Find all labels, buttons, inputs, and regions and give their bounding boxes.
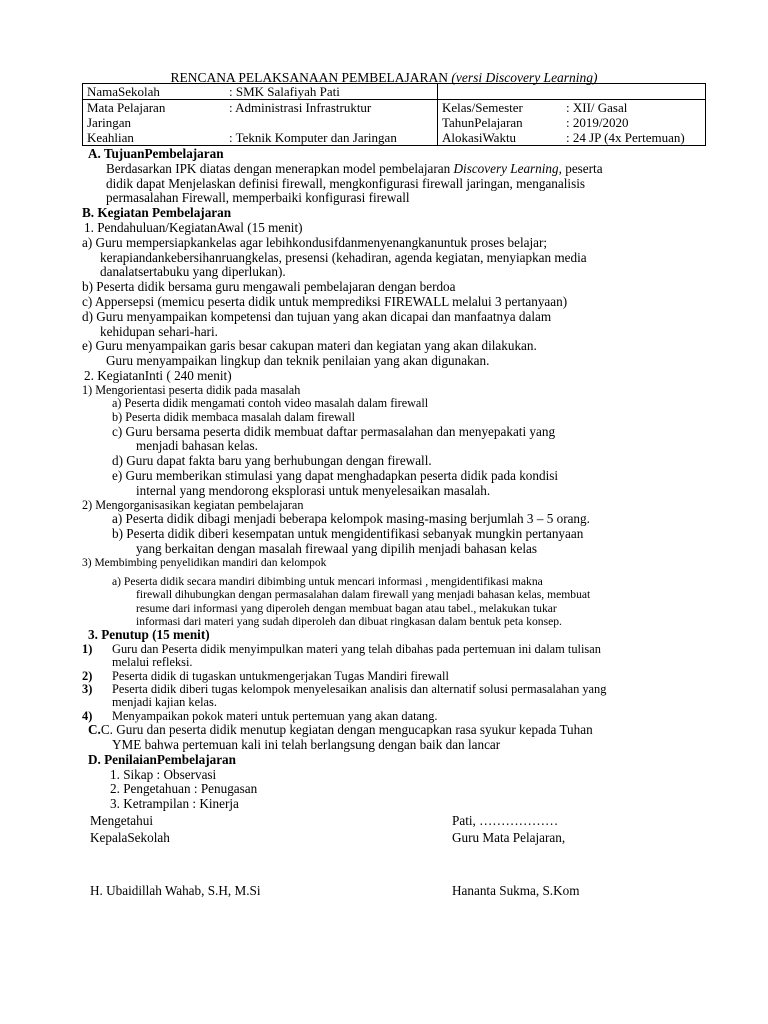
closing-item-2: 2) Peserta didik di tugaskan untukmengerjakan Tugas Mandiri firewall	[82, 668, 449, 683]
pendahuluan-heading: 1. Pendahuluan/KegiatanAwal (15 menit)	[84, 219, 303, 235]
assessment-1: 1. Sikap : Observasi	[110, 766, 217, 782]
sign-right-role: Guru Mata Pelajaran,	[452, 830, 566, 845]
item-a-line-2: kerapiandankebersihanruangkelas, presensi (kehadiran, agenda kegiatan, menyiapkan media	[100, 249, 587, 265]
closing-item-3: 3) Peserta didik diberi tugas kelompok menyelesaikan analisis dan alternatif solusi permasalahan yang	[82, 681, 607, 696]
step-1a: a) Peserta didik mengamati contoh video masalah dalam firewall	[112, 396, 429, 411]
step-2b-line-1: b) Peserta didik diberi kesempatan untuk mengidentifikasi sebanyak mungkin pertanyaan	[112, 525, 584, 541]
document-body	[82, 147, 682, 812]
year-value: : 2019/2020	[566, 115, 629, 130]
item-a-line-1: a) Guru mempersiapkankelas agar lebihkondusifdanmenyenangkanuntuk proses belajar;	[82, 234, 548, 250]
closing-item-1: 1) Guru dan Peserta didik menyimpulkan materi yang telah dibahas pada pertemuan ini dalam tulisan	[82, 641, 601, 656]
class-label: Kelas/Semester	[442, 100, 523, 115]
step-1c-line-2: menjadi bahasan kelas.	[136, 438, 258, 454]
subject-label-cont: Jaringan	[87, 115, 132, 130]
item-d-line-2: kehidupan sehari-hari.	[100, 323, 218, 339]
closing-item-1-cont: melalui refleksi.	[112, 655, 193, 670]
sign-right-place-date: Pati, ………………	[452, 813, 559, 828]
closing-item-3-cont: menjadi kajian kelas.	[112, 695, 217, 710]
step-2a: a) Peserta didik dibagi menjadi beberapa kelompok masing-masing berjumlah 3 – 5 orang.	[112, 511, 590, 527]
title-main: RENCANA PELAKSANAAN PEMBELAJARAN	[170, 70, 448, 85]
assessment-3: 3. Ketrampilan : Kinerja	[110, 796, 239, 812]
step-1-heading: 1) Mengorientasi peserta didik pada masalah	[82, 382, 301, 397]
sign-left-name: H. Ubaidillah Wahab, S.H, M.Si	[90, 883, 261, 898]
school-label: NamaSekolah	[83, 84, 226, 100]
expertise-value: : Teknik Komputer dan Jaringan	[225, 130, 438, 146]
step-1b: b) Peserta didik membaca masalah dalam firewall	[112, 409, 355, 424]
step-1c-line-1: c) Guru bersama peserta didik membuat daftar permasalahan dan menyepakati yang	[112, 423, 556, 439]
step-3a-line-2: firewall dihubungkan dengan permasalahan dalam firewall yang menjadi bahasan kelas, membuat	[136, 588, 591, 602]
closing-c-line-1: C.C. Guru dan peserta didik menutup kegiatan dengan mengucapkan rasa syukur kepada Tuhan	[88, 722, 593, 738]
class-value: : XII/ Gasal	[566, 100, 628, 115]
year-label: TahunPelajaran	[442, 115, 523, 130]
section-a-heading: A. TujuanPembelajaran	[88, 146, 224, 161]
school-value: : SMK Salafiyah Pati	[225, 84, 438, 100]
step-1d: d) Guru dapat fakta baru yang berhubungan dengan firewall.	[112, 453, 432, 469]
step-2b-line-2: yang berkaitan dengan masalah firewaal yang dipilih menjadi bahasan kelas	[136, 540, 537, 556]
sign-left-role: KepalaSekolah	[90, 830, 170, 845]
title-sub: (versi Discovery Learning)	[451, 70, 598, 85]
section-a-text-2: didik dapat Menjelaskan definisi firewall, mengkonfigurasi firewall jaringan, menganalisis	[106, 175, 586, 191]
item-e-line-2: Guru menyampaikan lingkup dan teknik penilaian yang akan digunakan.	[106, 353, 490, 369]
identity-table	[82, 83, 706, 146]
section-a-text-1: Berdasarkan IPK diatas dengan menerapkan model pembelajaran Discovery Learning, peserta	[106, 160, 603, 176]
subject-label: Mata Pelajaran	[87, 100, 166, 115]
penutup-heading: 3. Penutup (15 menit)	[88, 626, 210, 642]
signature-left	[90, 812, 261, 899]
item-e-line-1: e) Guru menyampaikan garis besar cakupan materi dan kegiatan yang akan dilakukan.	[82, 338, 537, 354]
assessment-2: 2. Pengetahuan : Penugasan	[110, 781, 258, 797]
expertise-label: Keahlian	[87, 130, 134, 145]
item-d-line-1: d) Guru menyampaikan kompetensi dan tujuan yang akan dicapai dan manfaatnya dalam	[82, 308, 552, 324]
step-3a-line-3: resume dari informasi yang diperoleh dengan membuat bagan atau tabel., melakukan tukar	[136, 601, 557, 615]
closing-item-4: 4) Menyampaikan pokok materi untuk pertemuan yang akan datang.	[82, 708, 438, 723]
closing-c-line-2: YME bahwa pertemuan kali ini telah berlangsung dengan baik dan lancar	[112, 736, 501, 752]
section-a-text-3: permasalahan Firewall, memperbaiki konfigurasi firewall	[106, 190, 410, 206]
sign-right-name: Hananta Sukma, S.Kom	[452, 883, 580, 898]
kegiatan-inti-heading: 2. KegiatanInti ( 240 menit)	[84, 367, 232, 383]
step-1e-line-1: e) Guru memberikan stimulasi yang dapat menghadapkan peserta didik pada kondisi	[112, 467, 559, 483]
step-3a-line-4: informasi dari materi yang sudah diperoleh dan dibuat ringkasan dalam bentuk peta konsep.	[136, 614, 562, 628]
step-2-heading: 2) Mengorganisasikan kegiatan pembelajaran	[82, 497, 304, 512]
subject-value: : Administrasi Infrastruktur	[225, 100, 438, 116]
step-3a-line-1: a) Peserta didik secara mandiri dibimbing untuk mencari informasi , mengidentifikasi makna	[112, 575, 543, 589]
section-d-heading: D. PenilaianPembelajaran	[88, 751, 236, 767]
signature-right	[452, 812, 579, 899]
item-a-line-3: danalatsertabuku yang diperlukan).	[100, 264, 286, 280]
step-3-heading: 3) Membimbing penyelidikan mandiri dan kelompok	[82, 556, 327, 569]
section-b-heading: B. Kegiatan Pembelajaran	[82, 205, 232, 221]
time-label: AlokasiWaktu	[442, 130, 517, 145]
sign-left-acknowledge: Mengetahui	[90, 813, 153, 828]
item-c: c) Appersepsi (memicu peserta didik untuk memprediksi FIREWALL melalui 3 pertanyaan)	[82, 293, 568, 309]
item-b: b) Peserta didik bersama guru mengawali pembelajaran dengan berdoa	[82, 279, 456, 295]
time-value: : 24 JP (4x Pertemuan)	[566, 130, 685, 145]
step-1e-line-2: internal yang mendorong eksplorasi untuk menyelesaikan masalah.	[136, 482, 491, 498]
